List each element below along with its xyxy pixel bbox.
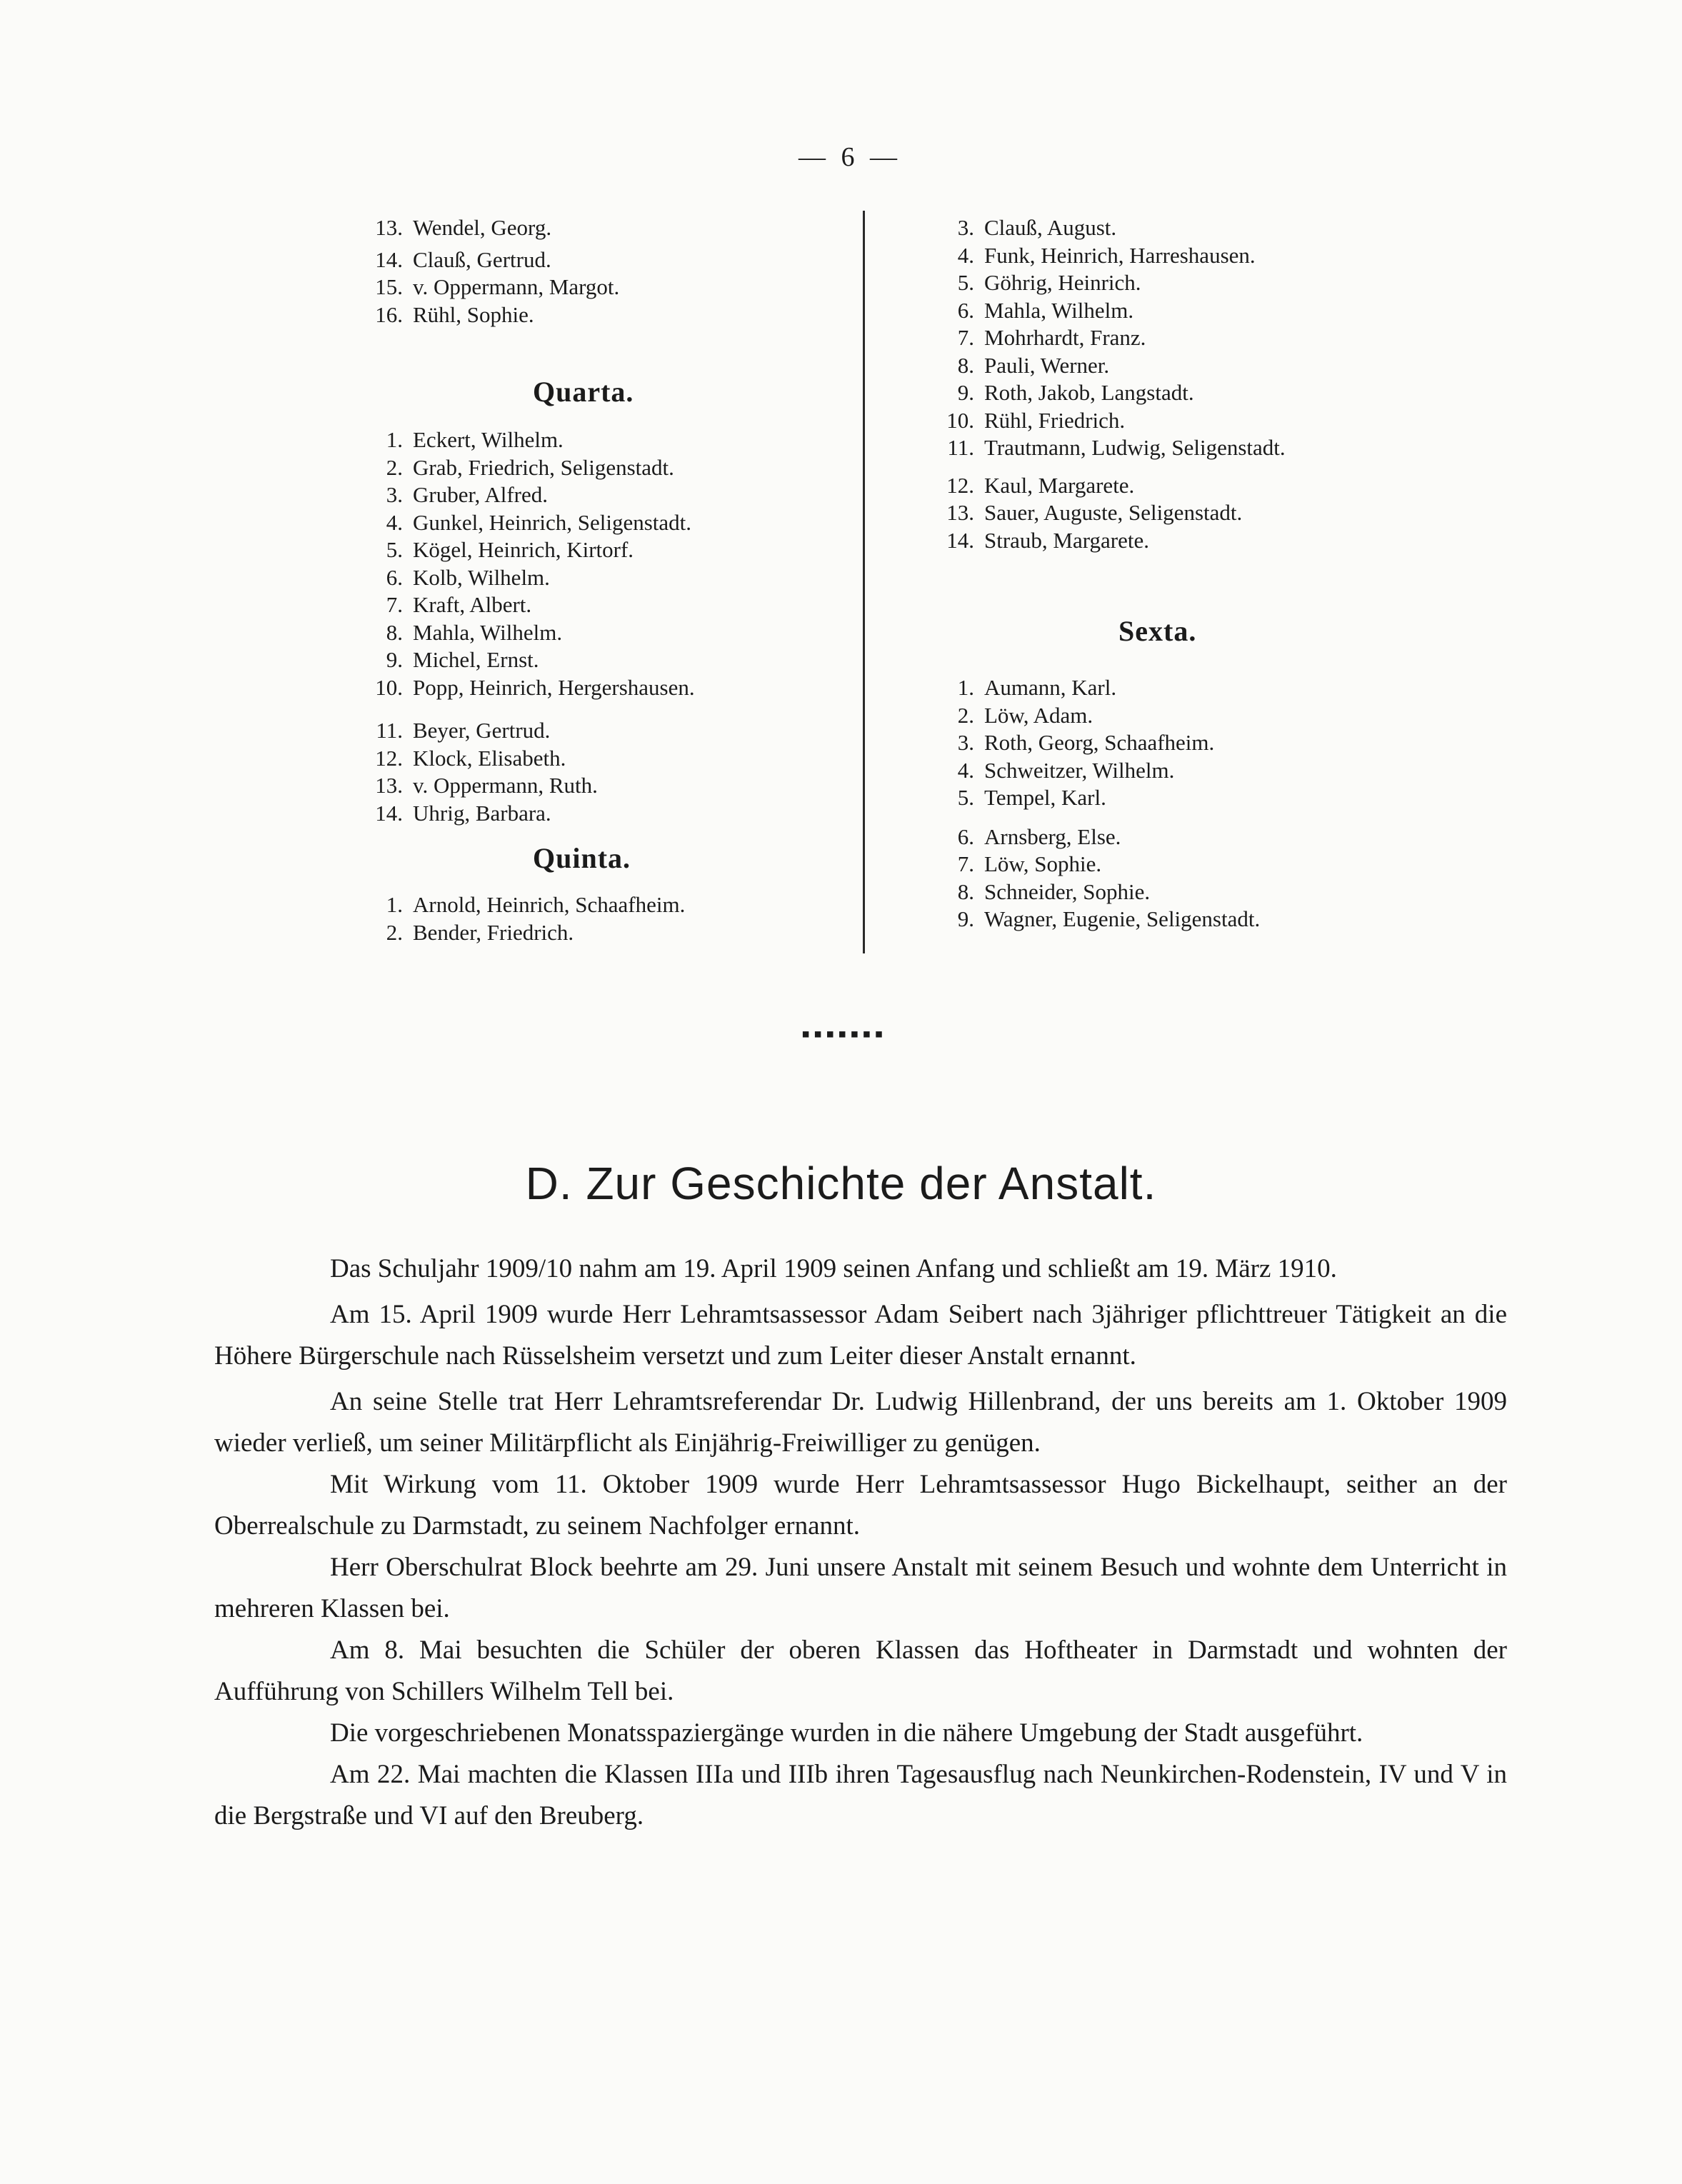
list-item: 12. Kaul, Margarete. [946,472,1135,498]
list-item: 5. Göhrig, Heinrich. [957,270,1141,295]
list-item: 3. Clauß, August. [957,215,1117,240]
list-item: 4. Funk, Heinrich, Harreshausen. [957,242,1256,268]
list-item: 4. Schweitzer, Wilhelm. [957,757,1175,783]
list-item: 7. Mohrhardt, Franz. [957,325,1146,350]
list-item: 14. Uhrig, Barbara. [375,800,551,826]
section-separator: ▪▪▪▪▪▪▪ [801,1021,887,1048]
list-item: 13. Wendel, Georg. [375,215,552,240]
list-item: 2. Löw, Adam. [957,702,1093,728]
list-item: 6. Mahla, Wilhelm. [957,297,1134,323]
list-item: 3. Roth, Georg, Schaafheim. [957,730,1215,755]
left-column [357,214,619,329]
list-item: 4. Gunkel, Heinrich, Seligenstadt. [386,509,691,535]
list-item: 1. Eckert, Wilhelm. [386,427,564,452]
list-item: 11. Trautmann, Ludwig, Seligenstadt. [947,435,1286,460]
list-item: 15. v. Oppermann, Margot. [375,274,620,299]
continued-list [357,214,619,329]
history-text [214,1248,1507,1837]
group-gap [928,812,1260,823]
heading-quinta: Quinta. [533,842,631,874]
page-number: — 6 — [799,142,901,172]
list-item: 3. Gruber, Alfred. [386,482,548,507]
list-item: 10. Rühl, Friedrich. [946,407,1126,433]
list-item: 12. Klock, Elisabeth. [375,745,566,771]
quinta-list [357,891,685,946]
group-gap [357,701,695,717]
list-item: 9. Wagner, Eugenie, Seligenstadt. [957,906,1261,931]
paragraph: Am 15. April 1909 wurde Herr Lehramtsassessor Adam Seibert nach 3jähriger pflichttreuer Tätigkeit an die Höhere Bürgerschule nach Rüsselsheim versetzt und zum Leiter dieser Anstalt ernannt. [214,1300,1507,1371]
paragraph: Das Schuljahr 1909/10 nahm am 19. April 1909 seinen Anfang und schließt am 19. März 1910. [330,1254,1337,1283]
group-gap [928,462,1286,472]
paragraph: Am 8. Mai besuchten die Schüler der oberen Klassen das Hoftheater in Darmstadt und wohnten der Aufführung von Schillers Wilhelm Tell bei. [214,1636,1507,1706]
paragraph: An seine Stelle trat Herr Lehramtsreferendar Dr. Ludwig Hillenbrand, der uns bereits am 1. Oktober 1909 wieder verließ, um seiner Militärpflicht als Einjährig-Freiwilliger zu genügen. [214,1387,1507,1458]
list-item: 10. Popp, Heinrich, Hergershausen. [375,674,695,700]
sexta-list [928,674,1260,933]
list-item: 14. Clauß, Gertrud. [375,246,551,272]
list-item: 9. Roth, Jakob, Langstadt. [957,380,1194,405]
list-item: 16. Rühl, Sophie. [375,301,534,327]
list-item: 6. Kolb, Wilhelm. [386,564,550,590]
list-item: 2. Grab, Friedrich, Seligenstadt. [386,454,674,480]
list-item: 9. Michel, Ernst. [386,647,539,672]
paragraph: Die vorgeschriebenen Monatsspaziergänge wurden in die nähere Umgebung der Stadt ausgeführt. [330,1718,1363,1748]
list-item: 7. Löw, Sophie. [957,851,1102,876]
list-item: 1. Arnold, Heinrich, Schaafheim. [386,892,686,917]
list-item: 1. Aumann, Karl. [957,675,1117,700]
list-item: 13. Sauer, Auguste, Seligenstadt. [946,500,1243,525]
list-item: 5. Kögel, Heinrich, Kirtorf. [386,537,634,562]
list-item: 8. Pauli, Werner. [957,352,1110,378]
section-title: D. Zur Geschichte der Anstalt. [525,1158,1157,1209]
heading-quarta: Quarta. [533,376,634,408]
list-item: 7. Kraft, Albert. [386,592,532,617]
list-item: 8. Schneider, Sophie. [957,878,1151,904]
column-divider [863,211,865,953]
list-item: 2. Bender, Friedrich. [386,919,574,945]
list-item: 14. Straub, Margarete. [946,527,1149,553]
paragraph: Am 22. Mai machten die Klassen IIIa und IIIb ihren Tagesausflug nach Neunkirchen-Rodenstein, IV und V in die Bergstraße und VI auf den Breuberg. [214,1760,1507,1830]
quarta-list [357,426,695,827]
right-column-quinta [928,214,1286,554]
list-item: 11. Beyer, Gertrud. [376,718,551,743]
list-item: 13. v. Oppermann, Ruth. [375,773,598,798]
paragraph: Herr Oberschulrat Block beehrte am 29. Juni unsere Anstalt mit seinem Besuch und wohnte dem Unterricht in mehreren Klassen bei. [214,1553,1507,1623]
list-item: 8. Mahla, Wilhelm. [386,619,563,645]
paragraph: Mit Wirkung vom 11. Oktober 1909 wurde Herr Lehramtsassessor Hugo Bickelhaupt, seither an der Oberrealschule zu Darmstadt, zu seinem Nachfolger ernannt. [214,1470,1507,1541]
list-item: 5. Tempel, Karl. [957,785,1106,810]
heading-sexta: Sexta. [1118,615,1197,647]
list-item: 6. Arnsberg, Else. [957,823,1121,849]
